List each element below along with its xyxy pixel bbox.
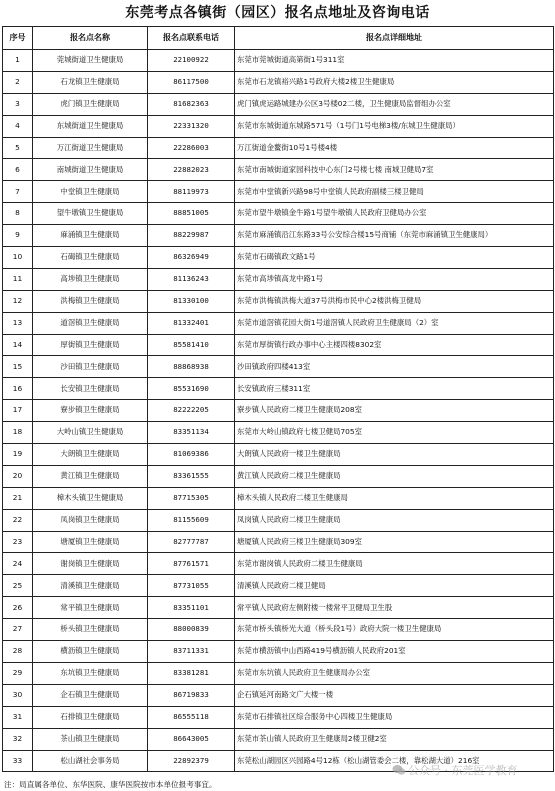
table-row	[3, 378, 554, 400]
row-number: 16	[3, 378, 33, 400]
row-number: 32	[3, 728, 33, 750]
station-phone: 88868938	[148, 356, 235, 378]
station-address: 东莞市石碣镇政文路1号	[235, 247, 554, 269]
station-phone: 82222205	[148, 400, 235, 422]
station-phone: 81332401	[148, 312, 235, 334]
row-number: 33	[3, 750, 33, 772]
table-header-row	[3, 27, 554, 50]
table-row	[3, 531, 554, 553]
row-number: 14	[3, 334, 33, 356]
station-phone: 88851005	[148, 203, 235, 225]
station-name: 洪梅镇卫生健康局	[33, 290, 148, 312]
column-header-no: 序号	[3, 27, 33, 50]
station-address: 东莞市道滘镇花园大街1号道滘镇人民政府卫生健康局（2）室	[235, 312, 554, 334]
table-row	[3, 93, 554, 115]
watermark-text: 公众号 · 东莞医学教育	[408, 764, 518, 777]
station-phone: 81682363	[148, 93, 235, 115]
station-address: 万江街道金鳌街10号1号楼4楼	[235, 137, 554, 159]
station-phone: 22331320	[148, 115, 235, 137]
station-name: 南城街道卫生健康局	[33, 159, 148, 181]
row-number: 21	[3, 487, 33, 509]
row-number: 9	[3, 225, 33, 247]
row-number: 7	[3, 181, 33, 203]
station-name: 莞城街道卫生健康局	[33, 50, 148, 72]
row-number: 23	[3, 531, 33, 553]
station-phone: 86555118	[148, 706, 235, 728]
station-name: 万江街道卫生健康局	[33, 137, 148, 159]
station-name: 虎门镇卫生健康局	[33, 93, 148, 115]
station-name: 寮步镇卫生健康局	[33, 400, 148, 422]
row-number: 22	[3, 509, 33, 531]
station-name: 横沥镇卫生健康局	[33, 641, 148, 663]
station-phone: 87761571	[148, 553, 235, 575]
registration-table	[2, 26, 554, 772]
station-phone: 81330100	[148, 290, 235, 312]
station-name: 东坑镇卫生健康局	[33, 662, 148, 684]
station-phone: 86643005	[148, 728, 235, 750]
station-name: 大朗镇卫生健康局	[33, 444, 148, 466]
table-row	[3, 422, 554, 444]
table-row	[3, 137, 554, 159]
station-name: 麻涌镇卫生健康局	[33, 225, 148, 247]
station-name: 道滘镇卫生健康局	[33, 312, 148, 334]
row-number: 20	[3, 465, 33, 487]
row-number: 15	[3, 356, 33, 378]
station-phone: 22100922	[148, 50, 235, 72]
row-number: 28	[3, 641, 33, 663]
table-row	[3, 487, 554, 509]
station-phone: 81155609	[148, 509, 235, 531]
table-row	[3, 619, 554, 641]
station-address: 东莞市莞城街道高第街1号311室	[235, 50, 554, 72]
table-body	[3, 50, 554, 772]
row-number: 10	[3, 247, 33, 269]
row-number: 29	[3, 662, 33, 684]
table-row	[3, 71, 554, 93]
table-row	[3, 334, 554, 356]
station-address: 虎门镇虎运路城建办公区3号楼02二楼，卫生健康局监督组办公室	[235, 93, 554, 115]
station-name: 石碣镇卫生健康局	[33, 247, 148, 269]
station-address: 东莞市横沥镇中山西路419号横沥镇人民政府201室	[235, 641, 554, 663]
station-phone: 86326949	[148, 247, 235, 269]
station-phone: 88119973	[148, 181, 235, 203]
row-number: 31	[3, 706, 33, 728]
station-name: 清溪镇卫生健康局	[33, 575, 148, 597]
table-row	[3, 641, 554, 663]
station-address: 塘厦镇人民政府三楼卫生健康局309室	[235, 531, 554, 553]
table-row	[3, 597, 554, 619]
station-name: 望牛墩镇卫生健康局	[33, 203, 148, 225]
station-name: 高埗镇卫生健康局	[33, 268, 148, 290]
station-address: 东莞市桥头镇桥光大道（桥头段1号）政府大院一楼卫生健康局	[235, 619, 554, 641]
station-name: 中堂镇卫生健康局	[33, 181, 148, 203]
table-row	[3, 356, 554, 378]
row-number: 6	[3, 159, 33, 181]
station-name: 黄江镇卫生健康局	[33, 465, 148, 487]
station-address: 清溪镇人民政府二楼卫健局	[235, 575, 554, 597]
station-address: 长安镇政府三楼311室	[235, 378, 554, 400]
column-header-name: 报名点名称	[33, 27, 148, 50]
table-row	[3, 662, 554, 684]
station-phone: 22892379	[148, 750, 235, 772]
table-row	[3, 290, 554, 312]
table-row	[3, 115, 554, 137]
station-name: 樟木头镇卫生健康局	[33, 487, 148, 509]
station-phone: 88229987	[148, 225, 235, 247]
station-phone: 83351134	[148, 422, 235, 444]
table-row	[3, 203, 554, 225]
station-address: 东莞市东坑镇人民政府卫生健康局办公室	[235, 662, 554, 684]
station-phone: 22882023	[148, 159, 235, 181]
row-number: 19	[3, 444, 33, 466]
station-name: 长安镇卫生健康局	[33, 378, 148, 400]
row-number: 5	[3, 137, 33, 159]
station-address: 沙田镇政府四楼413室	[235, 356, 554, 378]
station-phone: 81136243	[148, 268, 235, 290]
row-number: 24	[3, 553, 33, 575]
table-row	[3, 247, 554, 269]
row-number: 18	[3, 422, 33, 444]
station-address: 东莞市望牛墩镇金牛路1号望牛墩镇人民政府卫健局办公室	[235, 203, 554, 225]
column-header-address: 报名点详细地址	[235, 27, 554, 50]
station-name: 茶山镇卫生健康局	[33, 728, 148, 750]
row-number: 1	[3, 50, 33, 72]
station-address: 樟木头镇人民政府二楼卫生健康局	[235, 487, 554, 509]
station-phone: 82777787	[148, 531, 235, 553]
station-address: 东莞市谢岗镇人民政府二楼卫生健康局	[235, 553, 554, 575]
station-phone: 87731055	[148, 575, 235, 597]
table-row	[3, 575, 554, 597]
station-address: 东莞市茶山镇人民政府卫生健康局2楼卫健2室	[235, 728, 554, 750]
column-header-tel: 报名点联系电话	[148, 27, 235, 50]
station-address: 东莞市石龙镇裕兴路1号政府大楼2楼卫生健康局	[235, 71, 554, 93]
station-phone: 86719833	[148, 684, 235, 706]
station-name: 凤岗镇卫生健康局	[33, 509, 148, 531]
station-phone: 86117500	[148, 71, 235, 93]
table-row	[3, 553, 554, 575]
station-name: 沙田镇卫生健康局	[33, 356, 148, 378]
row-number: 2	[3, 71, 33, 93]
station-phone: 88000839	[148, 619, 235, 641]
station-name: 大岭山镇卫生健康局	[33, 422, 148, 444]
station-name: 塘厦镇卫生健康局	[33, 531, 148, 553]
table-row	[3, 444, 554, 466]
station-phone: 85581410	[148, 334, 235, 356]
station-phone: 83381281	[148, 662, 235, 684]
station-name: 桥头镇卫生健康局	[33, 619, 148, 641]
station-address: 寮步镇人民政府二楼卫生健康局208室	[235, 400, 554, 422]
row-number: 25	[3, 575, 33, 597]
station-address: 黄江镇人民政府二楼卫生健康局	[235, 465, 554, 487]
station-address: 东莞松山湖园区兴园路4号12栋（松山湖管委会二楼，靠松湖大道）216室	[235, 750, 554, 772]
station-name: 谢岗镇卫生健康局	[33, 553, 148, 575]
row-number: 30	[3, 684, 33, 706]
row-number: 8	[3, 203, 33, 225]
table-row	[3, 50, 554, 72]
station-address: 凤岗镇人民政府二楼卫生健康局	[235, 509, 554, 531]
station-name: 松山湖社会事务局	[33, 750, 148, 772]
station-address: 东莞市大岭山镇政府七楼卫健局705室	[235, 422, 554, 444]
row-number: 4	[3, 115, 33, 137]
row-number: 13	[3, 312, 33, 334]
table-row	[3, 728, 554, 750]
station-address: 东莞市麻涌镇沿江东路33号公安综合楼15号商铺（东莞市麻涌镇卫生健康局）	[235, 225, 554, 247]
footnote: 注：局直属各单位、东华医院、康华医院按市本单位报考事宜。	[4, 780, 217, 789]
table-row	[3, 225, 554, 247]
table-row	[3, 268, 554, 290]
table-row	[3, 312, 554, 334]
wechat-icon	[392, 764, 406, 776]
station-name: 常平镇卫生健康局	[33, 597, 148, 619]
station-name: 石龙镇卫生健康局	[33, 71, 148, 93]
station-phone: 83351101	[148, 597, 235, 619]
station-address: 东莞市洪梅镇洪梅大道37号洪梅市民中心2楼洪梅卫健局	[235, 290, 554, 312]
station-phone: 85531690	[148, 378, 235, 400]
watermark	[392, 762, 518, 778]
station-address: 东莞市厚街镇行政办事中心主楼四楼8302室	[235, 334, 554, 356]
station-address: 东莞市南城街道家园科技中心东门2号楼七楼 南城卫健局7室	[235, 159, 554, 181]
station-address: 企石镇延河南路文广大楼一楼	[235, 684, 554, 706]
table-row	[3, 509, 554, 531]
table-row	[3, 684, 554, 706]
table-row	[3, 181, 554, 203]
row-number: 3	[3, 93, 33, 115]
station-phone: 81069386	[148, 444, 235, 466]
table-row	[3, 159, 554, 181]
row-number: 12	[3, 290, 33, 312]
station-address: 东莞市中堂镇新兴路98号中堂镇人民政府副楼三楼卫健局	[235, 181, 554, 203]
station-address: 东莞市东城街道东城路571号（1号门1号电梯3楼/东城卫生健康局）	[235, 115, 554, 137]
station-phone: 83711331	[148, 641, 235, 663]
row-number: 17	[3, 400, 33, 422]
page-title: 东莞考点各镇街（园区）报名点地址及咨询电话	[125, 5, 430, 21]
station-address: 东莞市石排镇社区综合服务中心四楼卫生健康局	[235, 706, 554, 728]
table-row	[3, 706, 554, 728]
table-row	[3, 400, 554, 422]
table-row	[3, 465, 554, 487]
row-number: 27	[3, 619, 33, 641]
station-address: 大朗镇人民政府一楼卫生健康局	[235, 444, 554, 466]
station-phone: 22286003	[148, 137, 235, 159]
station-address: 东莞市高埗镇高龙中路1号	[235, 268, 554, 290]
station-name: 东城街道卫生健康局	[33, 115, 148, 137]
station-name: 厚街镇卫生健康局	[33, 334, 148, 356]
row-number: 26	[3, 597, 33, 619]
row-number: 11	[3, 268, 33, 290]
station-phone: 87715305	[148, 487, 235, 509]
station-phone: 83361555	[148, 465, 235, 487]
station-name: 企石镇卫生健康局	[33, 684, 148, 706]
station-name: 石排镇卫生健康局	[33, 706, 148, 728]
station-address: 常平镇人民政府左侧附楼一楼常平卫健局卫生股	[235, 597, 554, 619]
